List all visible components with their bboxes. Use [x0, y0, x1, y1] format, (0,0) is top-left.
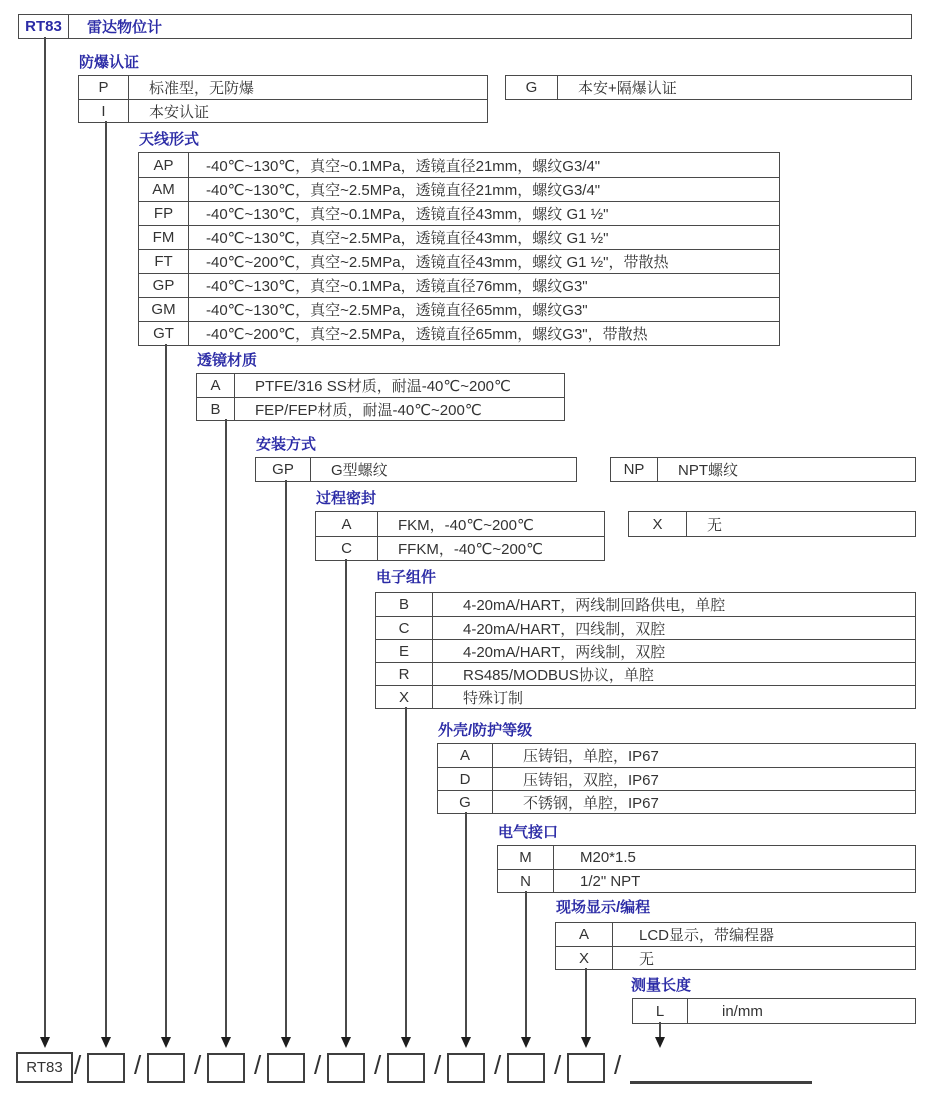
code-separator: / [74, 1050, 82, 1080]
option-description: G型螺纹 [331, 462, 388, 479]
option-code: A [197, 374, 235, 397]
arrow-down-icon [101, 1037, 111, 1048]
option-code: A [438, 744, 493, 767]
product-name: 雷达物位计 [87, 19, 163, 36]
table-row [498, 869, 915, 892]
option-description: FEP/FEP材质，耐温-40℃~200℃ [255, 401, 482, 419]
code-box [207, 1053, 245, 1083]
connector-line [44, 37, 46, 1037]
table-row [316, 536, 604, 560]
arrow-down-icon [461, 1037, 471, 1048]
option-description: -40℃~200℃，真空~2.5MPa，透镜直径43mm，螺纹 G1 ½"，带散热 [206, 254, 669, 271]
code-separator: / [374, 1050, 382, 1080]
option-code: X [629, 512, 687, 536]
option-description: FKM，-40℃~200℃ [398, 516, 534, 534]
table-row [197, 374, 564, 397]
option-description: 特殊订制 [463, 689, 524, 707]
option-code: AM [139, 178, 189, 201]
option-description: in/mm [722, 1002, 763, 1020]
arrow-down-icon [341, 1037, 351, 1048]
option-description: FFKM，-40℃~200℃ [398, 541, 543, 558]
option-code: C [316, 537, 378, 560]
code-box [507, 1053, 545, 1083]
option-code: X [556, 947, 613, 969]
option-code: P [79, 76, 129, 99]
section-label-process-seal: 过程密封 [316, 490, 377, 507]
option-description: PTFE/316 SS材质，耐温-40℃~200℃ [255, 378, 511, 395]
table-row [139, 321, 779, 345]
process-seal-table [315, 511, 605, 561]
table-row [438, 744, 915, 767]
connector-line [465, 812, 467, 1037]
table-row [316, 512, 604, 536]
table-row [376, 639, 915, 662]
code-box [387, 1053, 425, 1083]
code-box [267, 1053, 305, 1083]
table-row [629, 512, 915, 536]
option-code: GT [139, 322, 189, 345]
process-seal-table-right [628, 511, 916, 537]
table-row [498, 846, 915, 869]
option-description: 4-20mA/HART，四线制，双腔 [463, 620, 666, 638]
display-programming-table [555, 922, 916, 970]
arrow-down-icon [401, 1037, 411, 1048]
code-separator: / [194, 1050, 202, 1080]
code-separator: / [494, 1050, 502, 1080]
mounting-table [255, 457, 577, 482]
explosion-proof-table-right [505, 75, 912, 100]
code-box [567, 1053, 605, 1083]
lens-material-table [196, 373, 565, 421]
option-description: 本安认证 [149, 103, 210, 121]
option-description: RS485/MODBUS协议，单腔 [463, 666, 654, 684]
model-header-table [18, 14, 912, 39]
table-row [139, 225, 779, 249]
measuring-length-table [632, 998, 916, 1024]
table-row [139, 297, 779, 321]
option-code: G [438, 791, 493, 813]
table-row [139, 273, 779, 297]
option-description: 4-20mA/HART，两线制回路供电，单腔 [463, 597, 726, 614]
table-row [139, 201, 779, 225]
option-code: FP [139, 202, 189, 225]
option-description: 本安+隔爆认证 [578, 80, 677, 97]
table-row [197, 397, 564, 420]
option-description: -40℃~130℃，真空~2.5MPa，透镜直径43mm，螺纹 G1 ½" [206, 230, 609, 247]
connector-line [225, 419, 227, 1037]
arrow-down-icon [221, 1037, 231, 1048]
arrow-down-icon [521, 1037, 531, 1048]
connector-line [585, 968, 587, 1037]
option-description: 压铸铝，单腔，IP67 [523, 748, 659, 765]
table-row [506, 76, 911, 99]
table-row [556, 923, 915, 946]
section-label-housing-protection: 外壳/防护等级 [438, 722, 533, 739]
table-row [139, 153, 779, 177]
option-code: L [633, 999, 688, 1023]
section-label-electronics: 电子组件 [376, 569, 437, 586]
section-label-mounting: 安装方式 [256, 436, 317, 453]
arrow-down-icon [581, 1037, 591, 1048]
option-code: D [438, 768, 493, 790]
option-description: 不锈钢，单腔，IP67 [523, 794, 659, 812]
table-row [376, 685, 915, 708]
option-description: 压铸铝，双腔，IP67 [523, 771, 659, 789]
arrow-down-icon [40, 1037, 50, 1048]
option-code: FM [139, 226, 189, 249]
code-separator: / [254, 1050, 262, 1080]
connector-line [345, 559, 347, 1037]
section-label-measuring-length: 测量长度 [631, 977, 692, 994]
table-row [19, 15, 911, 38]
code-separator: / [314, 1050, 322, 1080]
code-prefix-box: RT83 [16, 1052, 73, 1083]
option-code: GP [139, 274, 189, 297]
option-description: 无 [707, 516, 723, 534]
code-box [147, 1053, 185, 1083]
code-separator: / [614, 1050, 622, 1080]
arrow-down-icon [161, 1037, 171, 1048]
connector-line [105, 121, 107, 1037]
option-code: GP [256, 458, 311, 481]
connector-line [525, 891, 527, 1037]
connector-line [165, 344, 167, 1037]
option-description: -40℃~200℃，真空~2.5MPa，透镜直径65mm，螺纹G3"，带散热 [206, 326, 648, 343]
option-description: NPT螺纹 [678, 462, 739, 479]
arrow-down-icon [655, 1037, 665, 1048]
option-description: 无 [639, 950, 655, 968]
electronics-table [375, 592, 916, 709]
section-label-antenna-form: 天线形式 [139, 131, 200, 148]
option-description: -40℃~130℃，真空~0.1MPa，透镜直径76mm，螺纹G3" [206, 278, 588, 295]
antenna-form-table [138, 152, 780, 346]
option-code: A [316, 512, 378, 536]
table-row [376, 616, 915, 639]
option-description: -40℃~130℃，真空~2.5MPa，透镜直径21mm，螺纹G3/4" [206, 182, 601, 199]
option-description: -40℃~130℃，真空~2.5MPa，透镜直径65mm，螺纹G3" [206, 302, 588, 319]
option-code: M [498, 846, 554, 869]
section-label-electrical-interface: 电气接口 [498, 824, 559, 841]
table-row [611, 458, 915, 481]
option-code: GM [139, 298, 189, 321]
option-description: -40℃~130℃，真空~0.1MPa，透镜直径43mm，螺纹 G1 ½" [206, 206, 609, 223]
option-code: B [376, 593, 433, 616]
table-row [438, 767, 915, 790]
table-row [79, 99, 487, 122]
mounting-table-right [610, 457, 916, 482]
code-box [447, 1053, 485, 1083]
option-description: 4-20mA/HART，两线制，双腔 [463, 643, 666, 661]
option-description: -40℃~130℃，真空~0.1MPa，透镜直径21mm，螺纹G3/4" [206, 157, 601, 175]
model-code: RT83 [19, 15, 69, 38]
table-row [633, 999, 915, 1023]
option-code: I [79, 100, 129, 122]
table-row [79, 76, 487, 99]
arrow-down-icon [281, 1037, 291, 1048]
option-description: LCD显示，带编程器 [639, 927, 775, 944]
option-code: R [376, 663, 433, 685]
table-row [376, 593, 915, 616]
code-separator: / [134, 1050, 142, 1080]
section-label-display-programming: 现场显示/编程 [556, 899, 651, 916]
option-code: NP [611, 458, 658, 481]
section-label-explosion-proof: 防爆认证 [79, 54, 140, 71]
section-label-lens-material: 透镜材质 [197, 352, 258, 369]
option-code: AP [139, 153, 189, 177]
connector-line [405, 707, 407, 1037]
code-separator: / [434, 1050, 442, 1080]
connector-line [285, 480, 287, 1037]
table-row [556, 946, 915, 969]
table-row [438, 790, 915, 813]
option-description: 标准型，无防爆 [149, 80, 255, 97]
measurement-length-blank [630, 1081, 812, 1084]
table-row [256, 458, 576, 481]
housing-protection-table [437, 743, 916, 814]
option-code: A [556, 923, 613, 946]
table-row [139, 177, 779, 201]
electrical-interface-table [497, 845, 916, 893]
code-box [87, 1053, 125, 1083]
table-row [139, 249, 779, 273]
option-code: FT [139, 250, 189, 273]
code-separator: / [554, 1050, 562, 1080]
connector-line [659, 1022, 661, 1037]
option-description: 1/2" NPT [580, 872, 641, 890]
option-code: N [498, 870, 554, 892]
table-row [376, 662, 915, 685]
code-box [327, 1053, 365, 1083]
explosion-proof-table [78, 75, 488, 123]
option-code: G [506, 76, 558, 99]
option-code: E [376, 640, 433, 662]
option-code: X [376, 686, 433, 708]
option-code: B [197, 398, 235, 420]
option-code: C [376, 617, 433, 639]
option-description: M20*1.5 [580, 849, 636, 866]
